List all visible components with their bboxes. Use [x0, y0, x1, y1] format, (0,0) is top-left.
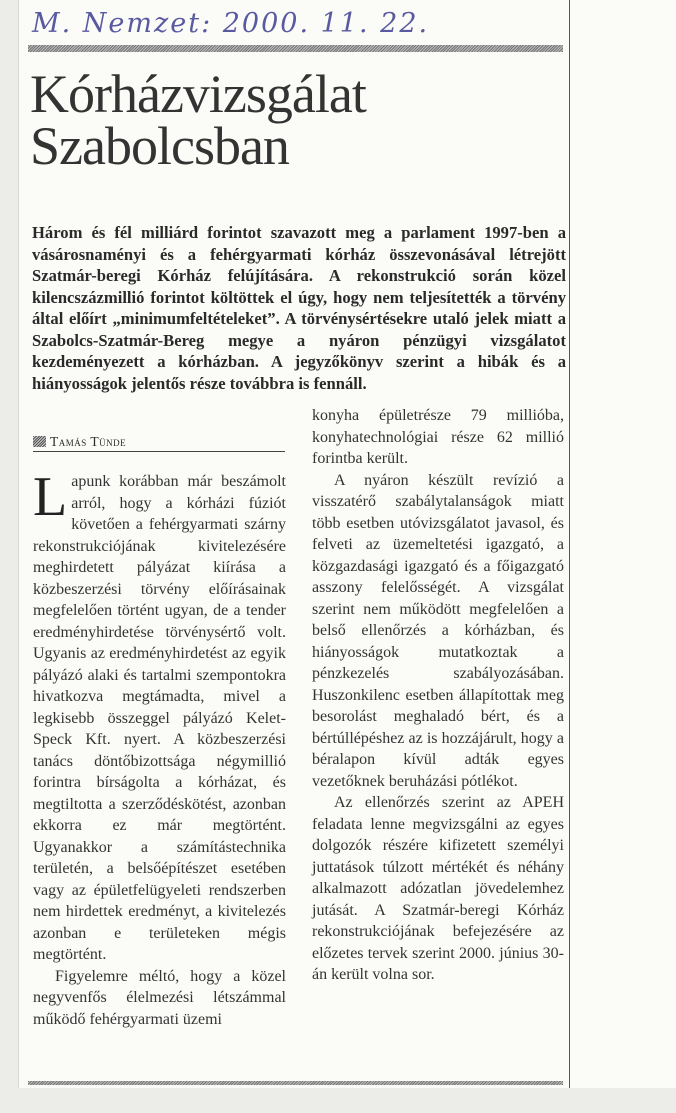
bottom-rule [28, 1081, 563, 1085]
author-name: Tamás Tünde [50, 434, 127, 449]
body-paragraph-1: apunk korábban már beszámolt arról, hogy a kórházi fúziót követően a fehérgyarmati szárny rekonstrukciójának kivitelezésére meghirdetett pályázat kiírása a közbeszerzési törvény előírásainak megfelelően történt ugyan, de a tender eredményhirdetése törvénysértő volt. Ugyanis az eredményhirdetést az egyik pályázó alaki és tartalmi szempontokra hivatkozva megtámadta, mivel a legkisebb összeggel pályázó Kelet-Speck Kft. nyert. A közbeszerzési tanács döntőbizottsága négymillió forintra bírságolta a kórházat, és megtiltotta a szerződéskötést, azonban ekkorra ez már megtörtént. Ugyanakkor a számítástechnika területén, a belsőépítészet esetében vagy az épületfelügyeleti rendszerben nem hirdettek eredményt, a kivitelezés azonban e területeken mégis megtörtént. [33, 473, 286, 963]
body-paragraph-2-continued: konyha épületrésze 79 millióba, konyhatechnológiai része 62 millió forintba került. [312, 407, 564, 467]
column-divider [569, 0, 570, 1088]
article-column-left [33, 466, 286, 1030]
lead-paragraph: Három és fél milliárd forintot szavazott meg a parlament 1997-ben a vásárosnaményi és a fehérgyarmati kórház összevonásával létrejött Szatmár-beregi Kórház felújítására. A rekonstrukció során közel kilencszázmillió forintot költöttek el úgy, hogy nem teljesítették a törvény által előírt „minimumfeltételeket”. A törvénysértésekre utaló jelek miatt a Szabolcs-Szatmár-Bereg megye a nyáron pénzügyi vizsgálatot kezdeményezett a kórházban. A jegyzőkönyv szerint a hibák és a hiányosságok jelentős része továbbra is fennáll. [32, 223, 566, 393]
headline-line-2: Szabolcsban [30, 116, 289, 176]
body-paragraph-3: A nyáron készült revízió a visszatérő szabálytalanságok miatt több esetben utóvizsgálatot javasol, és felveti az üzemeltetési igazgató, a közgazdasági igazgató és a főigazgató asszony felelősségét. A vizsgálat szerint nem működött megfelelően a belső ellenőrzés a kórházban, és hiányosságok mutatkoztak a pénzkezelés szabályozásában. Huszonkilenc esetben állapítottak meg besorolást meghaladó bért, és a bértúllépéshez az is hozzájárult, hogy a béralapon kívül adták egyes vezetőknek beruházási pótlékot. [312, 471, 564, 790]
headline [30, 64, 366, 176]
body-paragraph-2: Figyelemre méltó, hogy a közel negyvenfős élelmezési létszámmal működő fehérgyarmati üzemi [33, 967, 286, 1028]
handwritten-date-note: M. Nemzet: 2000. 11. 22. [32, 8, 430, 39]
body-paragraph-4: Az ellenőrzés szerint az APEH feladata lenne megvizsgálni az egyes dolgozók részére kifizetett személyi juttatások túlzott mértékét és néhány alkalmazott adózatlan jövedelemhez jutását. A Szatmár-beregi Kórház rekonstrukciójának befejezésére az előzetes tervek szerint 2000. június 30-án került volna sor. [312, 794, 564, 983]
byline [33, 434, 285, 452]
top-rule [28, 45, 563, 52]
byline-marker-icon [33, 436, 46, 447]
article-column-right [312, 405, 564, 986]
headline-line-1: Kórházvizsgálat [30, 64, 366, 124]
drop-cap: L [33, 466, 68, 528]
